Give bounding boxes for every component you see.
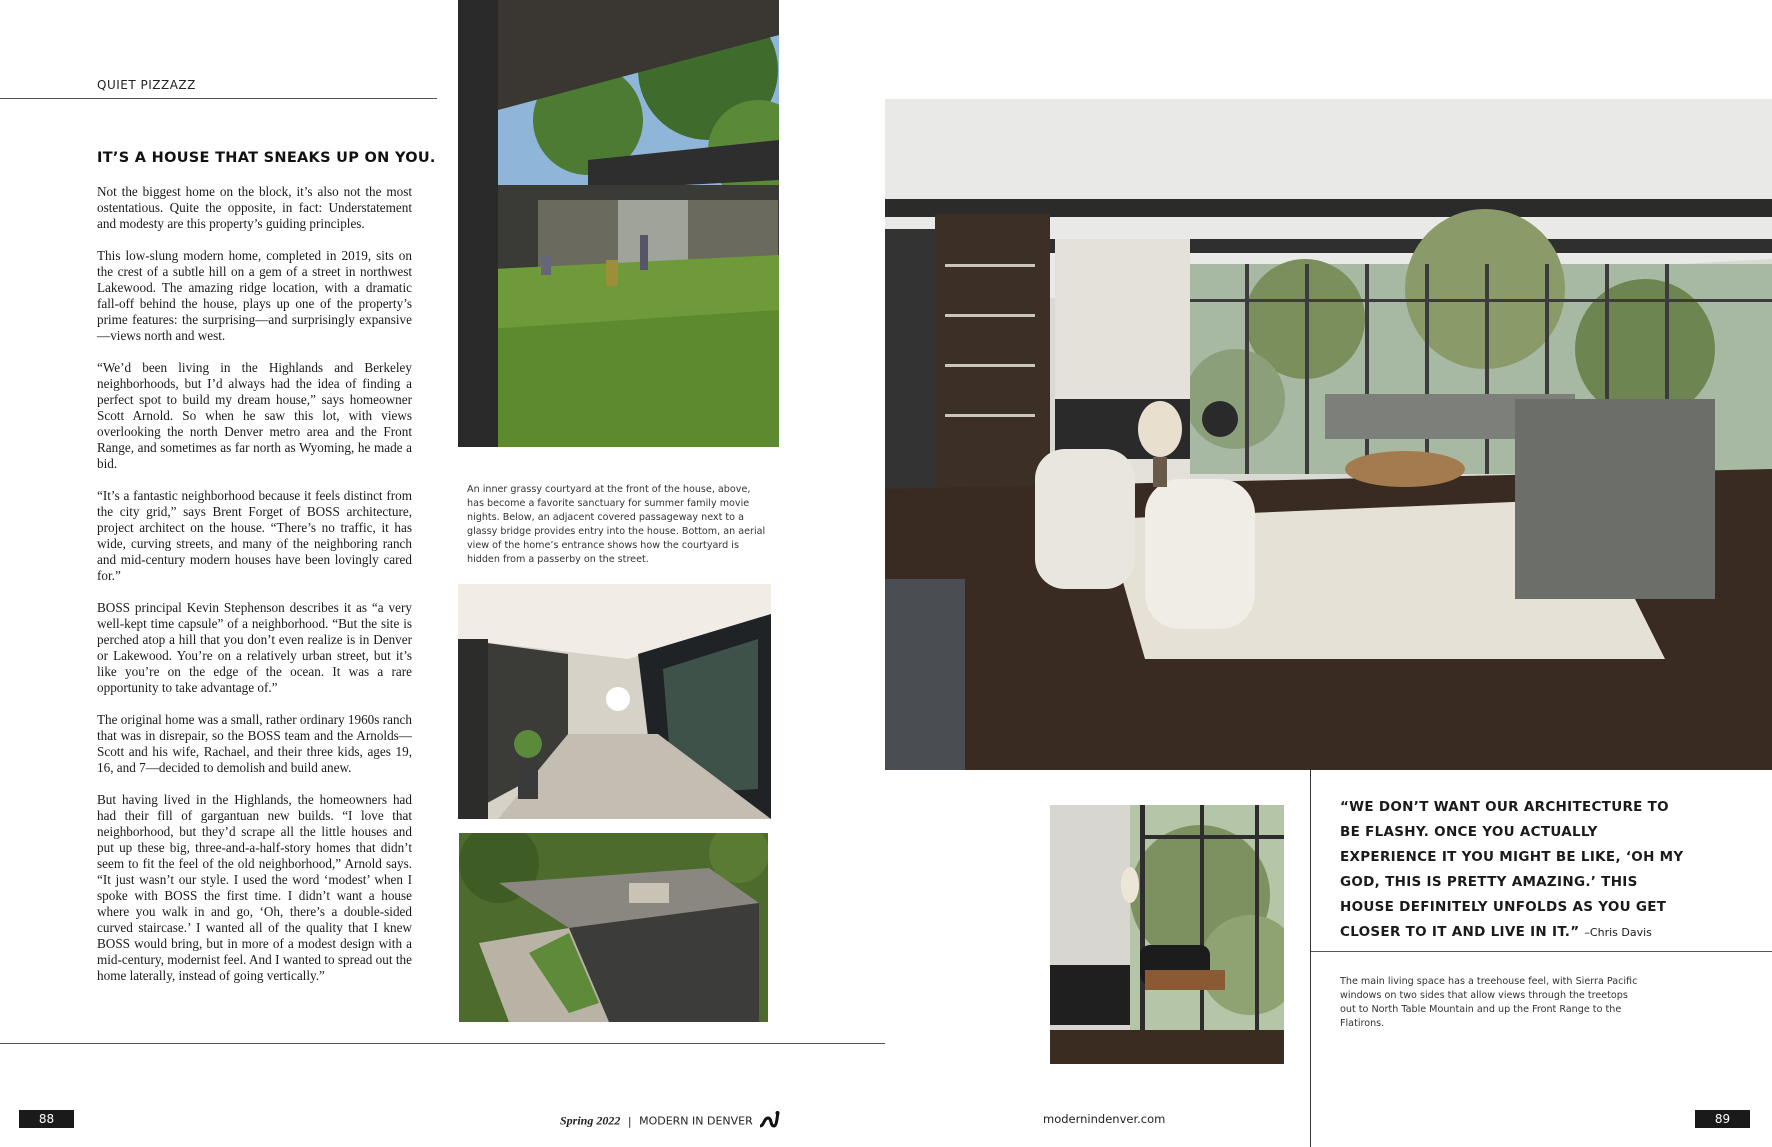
bottom-rule-left: [0, 1043, 885, 1044]
body-paragraph: But having lived in the Highlands, the homeowners had had their fill of gargantuan new builds. “I love that neighborhood, but they’d scrape all the little houses and put up these big, three-and-a-half-story homes that didn’t seem to fit the feel of the old neighborhood,” Arnold says. “It just wasn’t our style. I used the word ‘modest’ when I spoke with BOSS the first time. I didn’t want a house where you walk in and go, ‘Oh, there’s a double-sided curved staircase.’ I wanted all of the quality that I knew BOSS would bring, but in more of a modest design with a mid-century, modernist feel. And I wanted to spread out the home laterally, instead of going vertically.”: [97, 792, 412, 983]
header-rule: [0, 98, 437, 99]
body-paragraph: The original home was a small, rather ordinary 1960s ranch that was in disrepair, so the BOSS team and the Arnolds—Scott and his wife, Rachael, and their three kids, ages 19, 16, and 7—decided to demolish and build anew.: [97, 712, 412, 775]
body-paragraph: BOSS principal Kevin Stephenson describes it as “a very well-kept time capsule” of a neighborhood. “But the site is perched atop a hill that you don’t even realize is in Denver or Lakewood. You’re on a relatively urban street, but it’s like you’re on the edge of the ocean. It was a rare opportunity to take advantage of.”: [97, 600, 412, 695]
body-paragraph: Not the biggest home on the block, it’s also not the most ostentatious. Quite the opposite, in fact: Understatement and modesty are this property’s guiding principles.: [97, 184, 412, 231]
footer-website[interactable]: modernindenver.com: [1043, 1112, 1166, 1126]
living-room-photo: [885, 99, 1772, 770]
pull-quote-attribution: –Chris Davis: [1584, 926, 1652, 939]
footer-separator: |: [627, 1114, 632, 1128]
footer-magazine-name: MODERN IN DENVER: [639, 1114, 753, 1128]
section-label: QUIET PIZZAZZ: [97, 78, 196, 92]
article-headline: IT’S A HOUSE THAT SNEAKS UP ON YOU.: [97, 150, 436, 166]
body-paragraph: This low-slung modern home, completed in 2019, sits on the crest of a subtle hill on a gem of a street in northwest Lakewood. The amazing ridge location, with a dramatic fall-off behind the house, plays up one of the property’s prime features: the surprising—and surprisingly expansive—views north and west.: [97, 248, 412, 343]
mid-logo-icon: [758, 1110, 780, 1133]
fireplace-photo: [1050, 805, 1284, 1064]
photo-caption-right: The main living space has a treehouse feel, with Sierra Pacific windows on two sides that allow views through the treetops out to North Table Mountain and up the Front Range to the Flatirons.: [1340, 976, 1638, 1029]
page-number-right: 89: [1695, 1110, 1750, 1128]
quote-rule: [1311, 951, 1772, 952]
body-paragraph: “We’d been living in the Highlands and Berkeley neighborhoods, but I’d always had the idea of finding a perfect spot to build my dream house,” says homeowner Scott Arnold. So when he saw this lot, with views overlooking the north Denver metro area and the Front Range, and sometimes as far north as Wyoming, he made a bid.: [97, 360, 412, 471]
body-paragraph: “It’s a fantastic neighborhood because it feels distinct from the city grid,” says Brent Forget of BOSS architecture, project architect on the house. “There’s no traffic, it has wide, curving streets, and many of the neighboring ranch and mid-century modern houses have been lovingly cared for.”: [97, 488, 412, 583]
aerial-photo: [459, 833, 768, 1022]
pull-quote: [1340, 795, 1685, 945]
pull-quote-text: “WE DON’T WANT OUR ARCHITECTURE TO BE FLASHY. ONCE YOU ACTUALLY EXPERIENCE IT YOU MIGHT BE LIKE, ‘OH MY GOD, THIS IS PRETTY AMAZING.’ THIS HOUSE DEFINITELY UNFOLDS AS YOU GET CLOSER TO IT AND LIVE IN IT.”: [1340, 799, 1684, 940]
article-body: [97, 184, 412, 1000]
photo-caption-left: An inner grassy courtyard at the front of the house, above, has become a favorite sanctuary for summer family movie nights. Below, an adjacent covered passageway next to a glassy bridge provides entry into the house. Bottom, an aerial view of the home’s entrance shows how the courtyard is hidden from a passerby on the street.: [467, 484, 766, 565]
footer-season: Spring 2022: [560, 1113, 621, 1128]
footer-masthead: [560, 1110, 780, 1133]
passageway-photo: [458, 584, 771, 819]
page-number-left: 88: [19, 1110, 74, 1128]
courtyard-photo: [458, 0, 779, 447]
column-divider: [1310, 770, 1311, 1147]
